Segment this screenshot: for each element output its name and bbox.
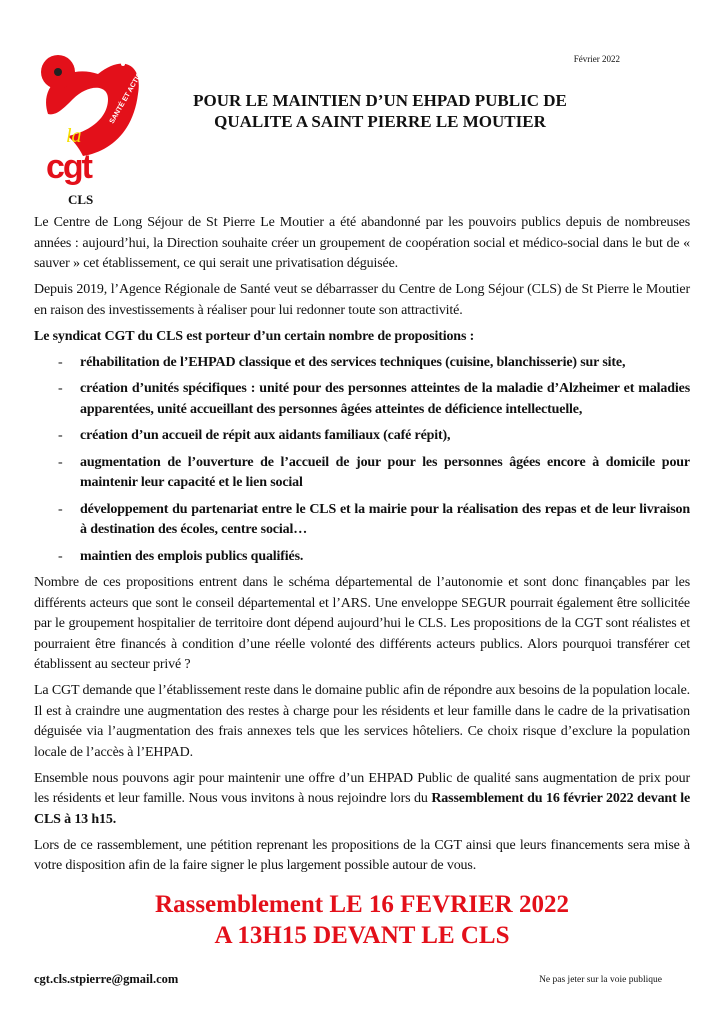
document-content: [34, 213, 690, 951]
list-item: - création d’un accueil de répit aux aidants familiaux (café répit),: [58, 428, 451, 443]
svg-text:cgt: cgt: [46, 148, 91, 186]
cgt-logo: [28, 44, 148, 208]
paragraph: Ensemble nous pouvons agir pour maintenir une offre d’un EHPAD Public de qualité sans augmentation de prix pour les résidents et leur famille. Nous vous invitons à nous rejoindre lors du Rassemblement du 16 février 2022 devant le CLS à 13 h15.: [34, 770, 691, 827]
paragraph: Lors de ce rassemblement, une pétition reprenant les propositions de la CGT ainsi que leurs financements sera mise à votre disposition afin de la faire signer le plus largement possible autour de vous.: [34, 837, 690, 873]
list-item: - maintien des emplois publics qualifiés.: [58, 548, 304, 564]
rally-line-2: A 13H15 DEVANT LE CLS: [214, 921, 510, 949]
paragraph: Le Centre de Long Séjour de St Pierre Le Moutier a été abandonné par les pouvoirs publics depuis de nombreuses années : aujourd’hui, la Direction souhaite créer un groupement de coopération social et médico-social dans le but de « sauver » cet établissement, ce qui serait une privatisation déguisée.: [34, 215, 690, 271]
title-line-2: QUALITE A SAINT PIERRE LE MOUTIER: [214, 112, 546, 131]
list-item: - réhabilitation de l’EHPAD classique et des services techniques (cuisine, blanchisserie) sur site,: [58, 354, 626, 370]
logo-caption: CLS: [68, 192, 94, 207]
paragraph: La CGT demande que l’établissement reste dans le domaine public afin de répondre aux besoins de la population locale. Il est à craindre une augmentation des restes à charge pour les résidents et leur famille dans le cadre de la privatisation déguisée via l’augmentation des frais annexes tels que les services hôteliers. Ce choix risque d’exclure la population locale de l’accès à l’EHPAD.: [34, 683, 690, 760]
svg-text:la: la: [66, 125, 82, 147]
paragraph: Nombre de ces propositions entrent dans le schéma départemental de l’autonomie et sont donc finançables par les différents acteurs que sont le conseil départemental et l’ARS. Une enveloppe SEGUR pourrait également être sollicitée par le groupement hospitalier de territoire dont dépend aujourd’hui le CLS. Les propositions de la CGT sont réalistes et pourraient être financés à condition d’une réelle volonté des différents acteurs publics. Alors pourquoi transférer cet établissent au secteur privé ?: [34, 575, 690, 672]
rally-inline: Rassemblement du 16 février 2022 devant le CLS à 13 h15.: [34, 791, 691, 827]
proposals-list: [34, 353, 690, 568]
contact-email[interactable]: cgt.cls.stpierre@gmail.com: [34, 972, 179, 986]
list-item: - développement du partenariat entre le CLS et la mairie pour la réalisation des repas et de leur livraison à destination des écoles, centre social…: [58, 501, 690, 537]
list-item: - augmentation de l’ouverture de l’accueil de jour pour les personnes âgées encore à domicile pour maintenir leur capacité et le lien social: [58, 454, 690, 490]
proposals-heading: Le syndicat CGT du CLS est porteur d’un certain nombre de propositions :: [34, 328, 475, 344]
document-body: [34, 213, 690, 877]
footer-notice: Ne pas jeter sur la voie publique: [539, 975, 662, 985]
paragraph: Depuis 2019, l’Agence Régionale de Santé veut se débarrasser du Centre de Long Séjour (CLS) de St Pierre le Moutier en raison des investissements à réaliser pour lui redonner toute son attractivité.: [34, 282, 690, 318]
rally-announcement: [34, 889, 690, 951]
title-line-1: POUR LE MAINTIEN D’UN EHPAD PUBLIC DE: [193, 91, 567, 110]
svg-text:SANTÉ ET ACTION: SANTÉ ET ACTION: [108, 66, 147, 125]
page-title: [150, 90, 610, 132]
rally-line-1: Rassemblement LE 16 FEVRIER 2022: [155, 890, 569, 918]
document-date: Février 2022: [573, 54, 620, 64]
list-item: - création d’unités spécifiques : unité pour des personnes atteintes de la maladie d’Alzheimer et maladies apparentées, unité accueillant des personnes âgées atteintes de déficience intellectuelle,: [58, 381, 690, 417]
